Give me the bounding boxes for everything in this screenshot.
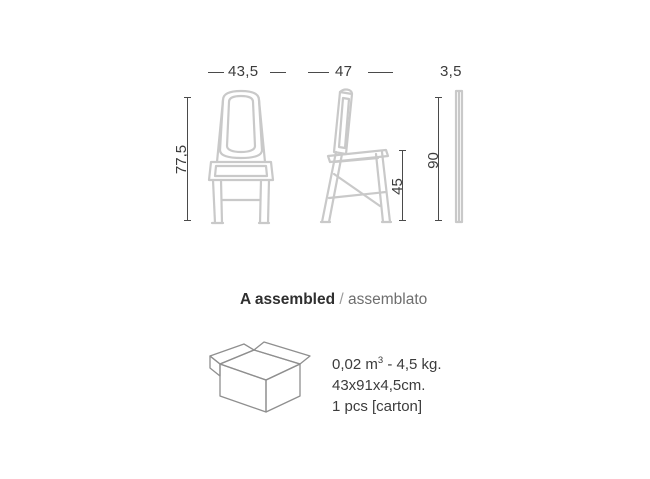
dim-label-folded-thickness: 3,5 bbox=[440, 63, 462, 80]
carton-spec-block bbox=[332, 350, 442, 417]
assembled-caption bbox=[240, 291, 427, 309]
chair-front-view bbox=[203, 88, 299, 228]
dim-tick-folded-height-bottom bbox=[435, 220, 442, 221]
dim-tick-total-height-bottom bbox=[184, 220, 191, 221]
carton-volume-exponent: 3 bbox=[377, 355, 384, 366]
dim-line-front-width-left bbox=[208, 72, 224, 73]
dim-line-front-width-right bbox=[270, 72, 286, 73]
assembled-label-bold: A assembled bbox=[240, 291, 336, 308]
assembled-label-separator: / bbox=[339, 291, 344, 308]
assembled-label-light: assemblato bbox=[348, 291, 428, 308]
dim-line-side-width-right bbox=[368, 72, 393, 73]
carton-box-icon bbox=[204, 338, 314, 416]
dim-label-side-width: 47 bbox=[335, 63, 353, 80]
carton-box-size: 43x91x4,5cm. bbox=[332, 377, 426, 394]
carton-volume-value: 0,02 m bbox=[332, 356, 378, 373]
chair-folded-view bbox=[452, 88, 468, 228]
chair-side-view bbox=[312, 88, 402, 228]
dim-tick-total-height-top bbox=[184, 97, 191, 98]
dim-label-seat-height: 45 bbox=[388, 178, 406, 195]
carton-pieces: 1 pcs [carton] bbox=[332, 398, 423, 415]
dim-line-side-width-left bbox=[308, 72, 329, 73]
carton-volume-weight-row bbox=[332, 350, 442, 375]
dim-tick-folded-height-top bbox=[435, 97, 442, 98]
dim-label-total-height: 77,5 bbox=[173, 144, 191, 175]
dim-label-folded-height: 90 bbox=[424, 152, 442, 169]
dim-label-front-width: 43,5 bbox=[228, 63, 259, 80]
carton-weight-value: - 4,5 kg. bbox=[383, 356, 442, 373]
